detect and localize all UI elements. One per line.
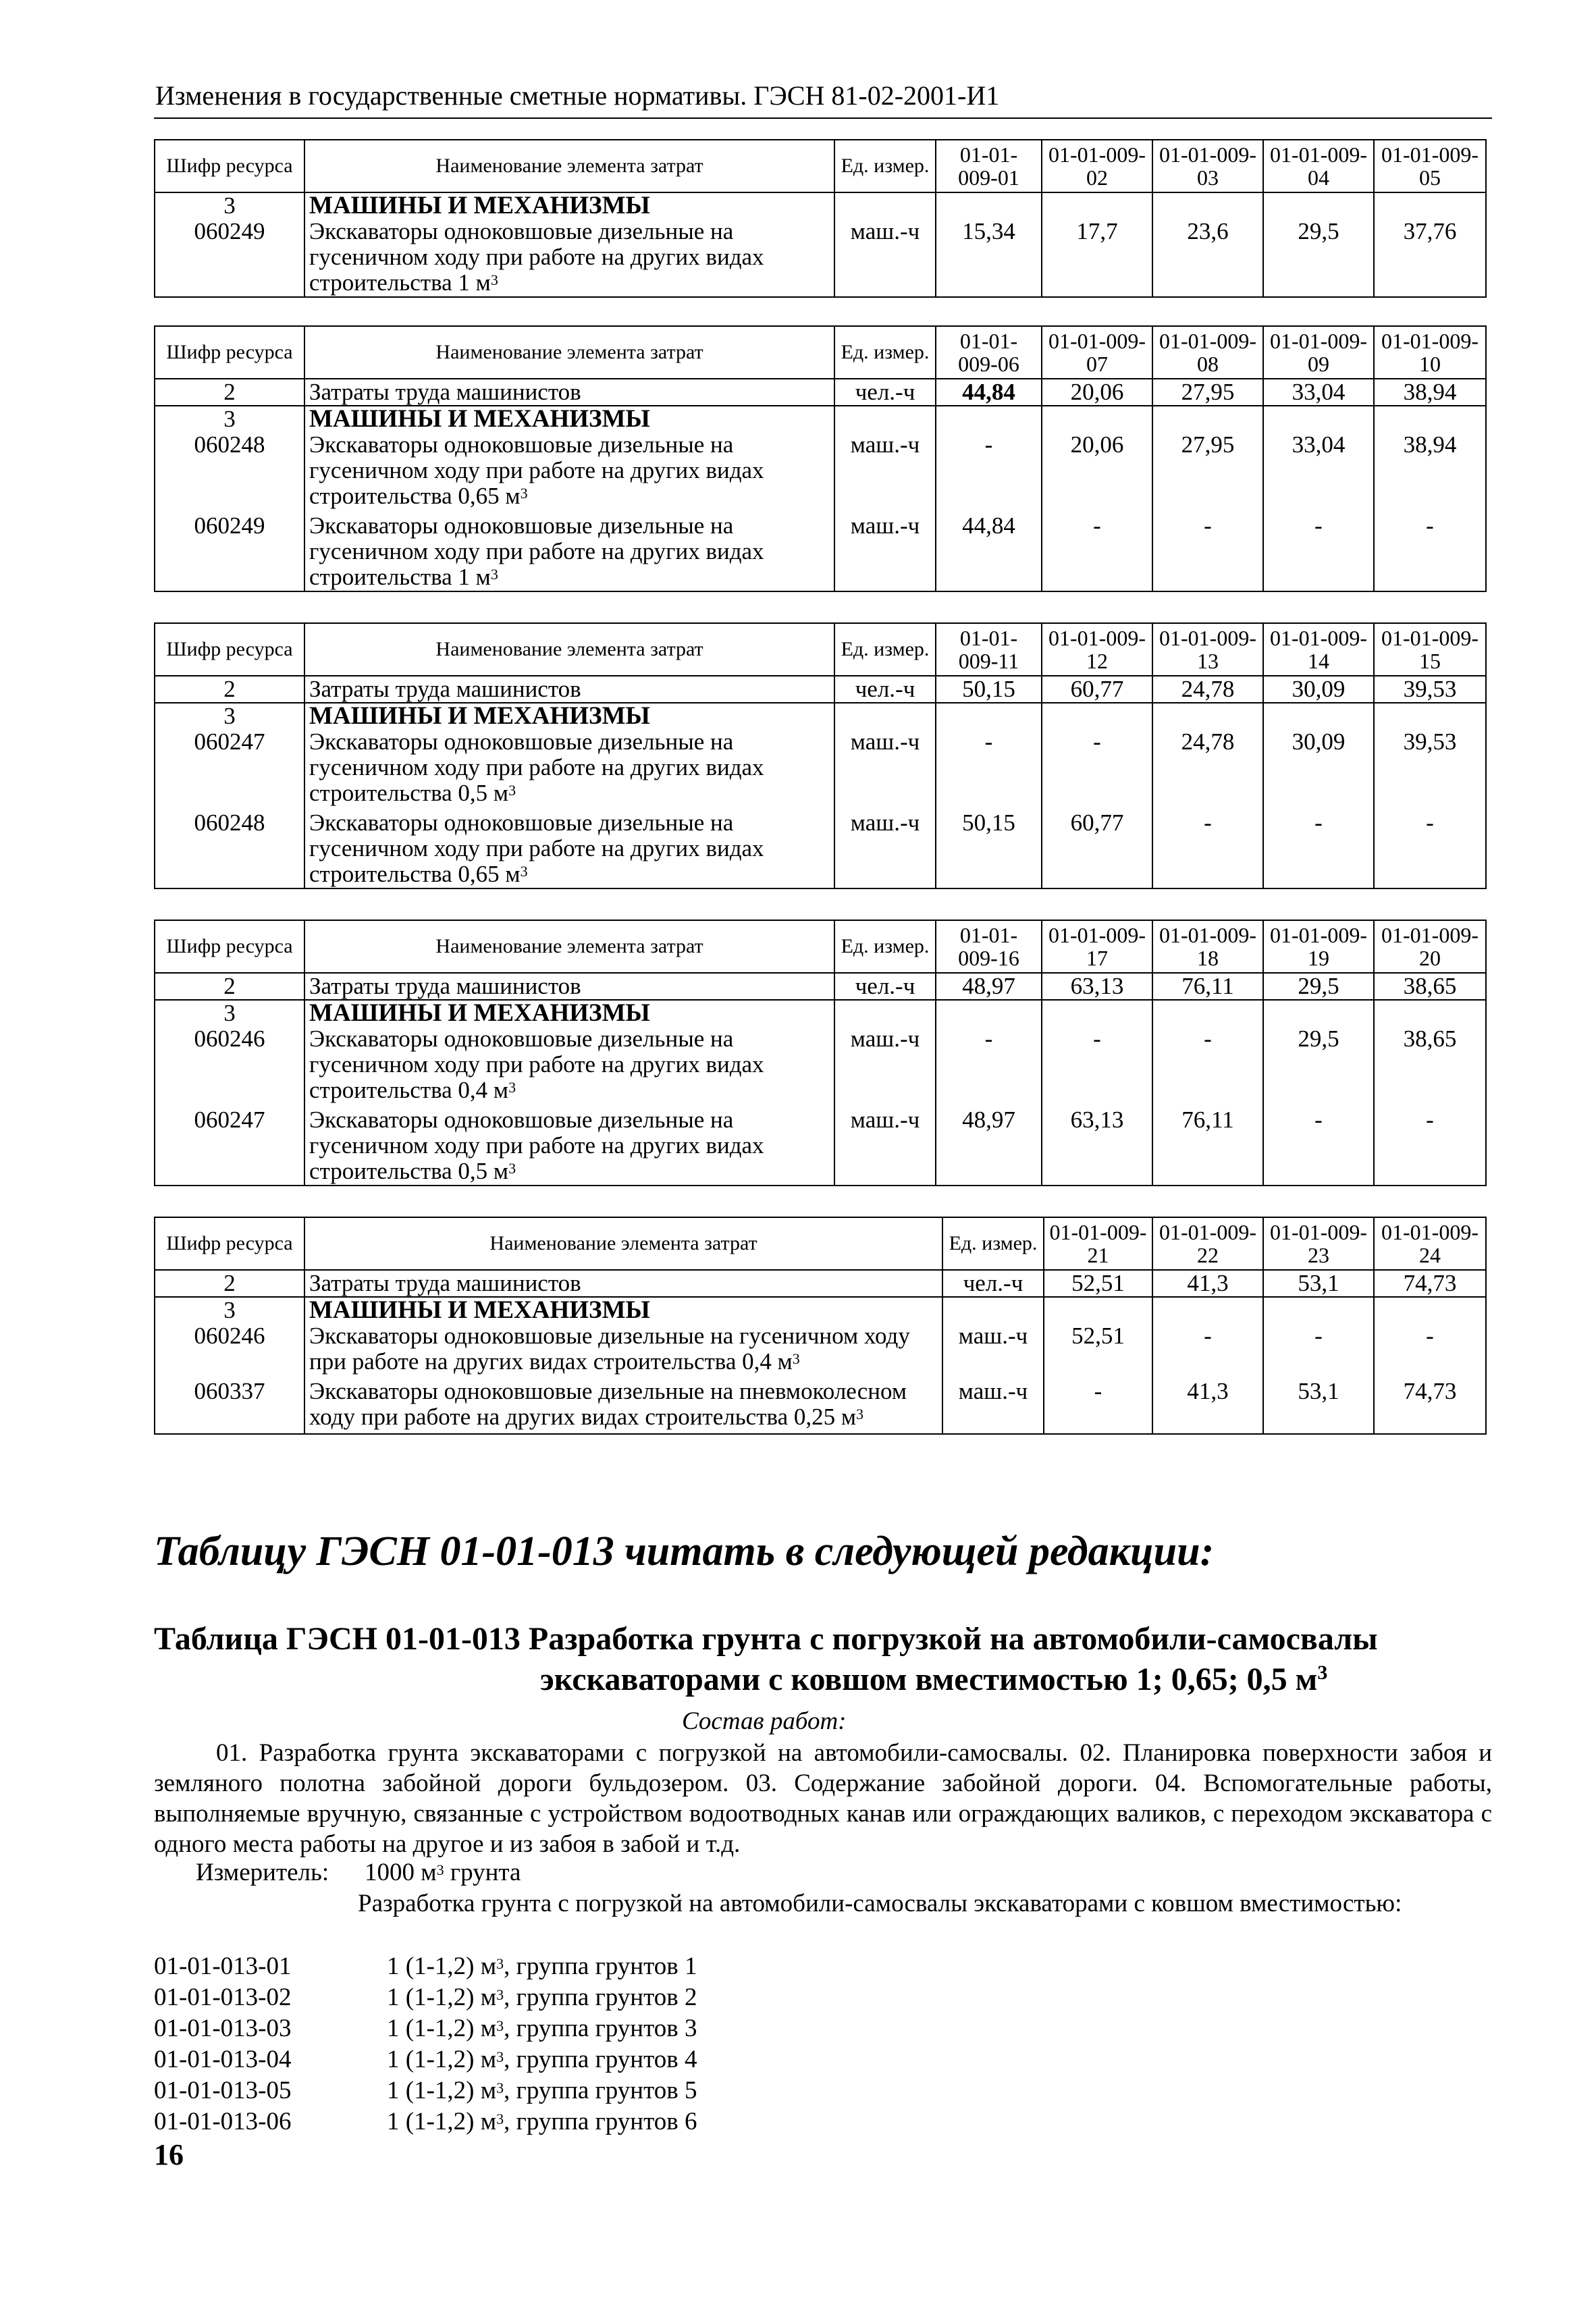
resource-code: 3 bbox=[155, 1000, 304, 1026]
resource-name: Экскаваторы одноковшовые дизельные на гусеничном ходу при работе на других видах строительства 0,5 $м^3$ bbox=[304, 729, 834, 810]
table-header-row bbox=[155, 140, 1486, 192]
section-row bbox=[155, 192, 1486, 219]
resource-name: Затраты труда машинистов bbox=[304, 676, 834, 703]
table-header-row bbox=[155, 920, 1486, 973]
measure-label: Измеритель: bbox=[196, 1859, 329, 1886]
list-item: 01-01-013-05 1 (1-1,2) $м^3$, группа грунтов 5 bbox=[154, 2077, 697, 2104]
resource-code: 2 bbox=[155, 1270, 304, 1297]
norm-code-header: 01-01-009-21 bbox=[1044, 1217, 1152, 1270]
table-row bbox=[155, 729, 1486, 810]
resource-code: 060247 bbox=[155, 729, 304, 810]
resource-name: Экскаваторы одноковшовые дизельные на гусеничном ходу при работе на других видах строительства 0,65 $м^3$ bbox=[304, 810, 834, 888]
value-cell: 29,5 bbox=[1263, 1026, 1374, 1107]
column-header: Ед. измер. bbox=[834, 140, 936, 192]
norm-code-header: 01-01-009-09 bbox=[1263, 326, 1374, 379]
table-title-line-2: экскаваторами с ковшом вместимостью 1; 0,65; 0,5 $м^3$ bbox=[540, 1661, 1328, 1697]
norm-code-header: 01-01-009-14 bbox=[1263, 623, 1374, 676]
column-header: Наименование элемента затрат bbox=[304, 920, 834, 973]
list-item: 01-01-013-03 1 (1-1,2) $м^3$, группа грунтов 3 bbox=[154, 2015, 697, 2042]
value-cell: 44,84 bbox=[936, 379, 1042, 406]
labor-row bbox=[155, 676, 1486, 703]
unit-cell: чел.-ч bbox=[834, 676, 936, 703]
resource-code: 060249 bbox=[155, 219, 304, 297]
unit-cell: маш.-ч bbox=[942, 1323, 1044, 1379]
value-cell: - bbox=[936, 1026, 1042, 1107]
value-cell: 63,13 bbox=[1042, 973, 1152, 1000]
unit-cell: маш.-ч bbox=[834, 810, 936, 888]
header-rule bbox=[154, 117, 1492, 119]
table-row bbox=[155, 219, 1486, 297]
table-header-row bbox=[155, 623, 1486, 676]
resource-name: Экскаваторы одноковшовые дизельные на гусеничном ходу при работе на других видах строительства 1 $м^3$ bbox=[304, 219, 834, 297]
unit-cell: маш.-ч bbox=[834, 432, 936, 513]
value-cell: - bbox=[1044, 1379, 1152, 1434]
resource-code: 3 bbox=[155, 406, 304, 432]
unit-cell: маш.-ч bbox=[834, 513, 936, 591]
list-item: 01-01-013-04 1 (1-1,2) $м^3$, группа грунтов 4 bbox=[154, 2046, 697, 2073]
resource-name: Экскаваторы одноковшовые дизельные на гусеничном ходу при работе на других видах строительства 0,5 $м^3$ bbox=[304, 1107, 834, 1186]
value-cell: 27,95 bbox=[1152, 432, 1263, 513]
value-cell: 30,09 bbox=[1263, 676, 1374, 703]
value-cell: 37,76 bbox=[1374, 219, 1486, 297]
resource-code: 3 bbox=[155, 192, 304, 219]
list-item: 01-01-013-01 1 (1-1,2) $м^3$, группа грунтов 1 bbox=[154, 1952, 697, 1980]
value-cell: 48,97 bbox=[936, 1107, 1042, 1186]
value-cell: - bbox=[1042, 1026, 1152, 1107]
norms-table-5 bbox=[154, 1217, 1487, 1435]
resource-code: 2 bbox=[155, 676, 304, 703]
norm-code-header: 01-01-009-20 bbox=[1374, 920, 1486, 973]
resource-name: Экскаваторы одноковшовые дизельные на гусеничном ходу при работе на других видах строительства 0,65 $м^3$ bbox=[304, 432, 834, 513]
norm-code-header: 01-01-009-18 bbox=[1152, 920, 1263, 973]
value-cell: 48,97 bbox=[936, 973, 1042, 1000]
norms-table-4 bbox=[154, 920, 1487, 1186]
table-title-line-1: Таблица ГЭСН 01-01-013 Разработка грунта с погрузкой на автомобили-самосвалы bbox=[154, 1621, 1378, 1657]
value-cell: - bbox=[1152, 1026, 1263, 1107]
value-cell: 44,84 bbox=[936, 513, 1042, 591]
norm-code-header: 01-01-009-19 bbox=[1263, 920, 1374, 973]
resource-code: 060248 bbox=[155, 432, 304, 513]
norm-code-header: 01-01-009-07 bbox=[1042, 326, 1152, 379]
value-cell: - bbox=[936, 729, 1042, 810]
resource-code: 3 bbox=[155, 1297, 304, 1323]
column-header: Ед. измер. bbox=[834, 326, 936, 379]
column-header: Ед. измер. bbox=[942, 1217, 1044, 1270]
norm-code-header: 01-01-009-22 bbox=[1152, 1217, 1263, 1270]
work-composition-label: Состав работ: bbox=[682, 1707, 847, 1735]
measure-value: 1000 $м^3$ грунта bbox=[365, 1859, 521, 1886]
value-cell: 33,04 bbox=[1263, 432, 1374, 513]
table-row bbox=[155, 513, 1486, 591]
section-row bbox=[155, 1000, 1486, 1026]
section-title: МАШИНЫ И МЕХАНИЗМЫ bbox=[304, 703, 834, 729]
column-header: Шифр ресурса bbox=[155, 140, 304, 192]
value-cell: 38,65 bbox=[1374, 1026, 1486, 1107]
table-row bbox=[155, 1323, 1486, 1379]
value-cell: - bbox=[1152, 810, 1263, 888]
value-cell: 33,04 bbox=[1263, 379, 1374, 406]
column-header: Шифр ресурса bbox=[155, 623, 304, 676]
value-cell: 52,51 bbox=[1044, 1323, 1152, 1379]
value-cell: - bbox=[1374, 513, 1486, 591]
value-cell: 76,11 bbox=[1152, 973, 1263, 1000]
running-header: Изменения в государственные сметные нормативы. ГЭСН 81-02-2001-И1 bbox=[155, 80, 1000, 111]
resource-code: 2 bbox=[155, 973, 304, 1000]
norms-table-3 bbox=[154, 622, 1487, 889]
section-row bbox=[155, 1297, 1486, 1323]
resource-name: Экскаваторы одноковшовые дизельные на гусеничном ходу при работе на других видах строительства 0,4 $м^3$ bbox=[304, 1323, 942, 1379]
resource-code: 060246 bbox=[155, 1323, 304, 1379]
norm-code-header: 01-01-009-23 bbox=[1263, 1217, 1374, 1270]
norm-code-header: 01-01-009-15 bbox=[1374, 623, 1486, 676]
norm-code-header: 01-01-009-03 bbox=[1152, 140, 1263, 192]
resource-code: 060249 bbox=[155, 513, 304, 591]
norm-code-header: 01-01-009-05 bbox=[1374, 140, 1486, 192]
resource-code: 060248 bbox=[155, 810, 304, 888]
value-cell: - bbox=[1042, 513, 1152, 591]
resource-name: Экскаваторы одноковшовые дизельные на пневмоколесном ходу при работе на других видах строительства 0,25 $м^3$ bbox=[304, 1379, 942, 1434]
section-title: МАШИНЫ И МЕХАНИЗМЫ bbox=[304, 1297, 942, 1323]
unit-cell: маш.-ч bbox=[834, 1026, 936, 1107]
labor-row bbox=[155, 1270, 1486, 1297]
value-cell: 20,06 bbox=[1042, 432, 1152, 513]
value-cell: 39,53 bbox=[1374, 729, 1486, 810]
value-cell: 38,65 bbox=[1374, 973, 1486, 1000]
value-cell: 76,11 bbox=[1152, 1107, 1263, 1186]
section-title: МАШИНЫ И МЕХАНИЗМЫ bbox=[304, 192, 834, 219]
unit-cell: маш.-ч bbox=[834, 219, 936, 297]
value-cell: - bbox=[1263, 513, 1374, 591]
section-heading: Таблицу ГЭСН 01-01-013 читать в следующей редакции: bbox=[154, 1528, 1215, 1574]
resource-code: 2 bbox=[155, 379, 304, 406]
resource-name: Затраты труда машинистов bbox=[304, 1270, 942, 1297]
table-header-row bbox=[155, 326, 1486, 379]
table-header-row bbox=[155, 1217, 1486, 1270]
value-cell: 53,1 bbox=[1263, 1379, 1374, 1434]
value-cell: 23,6 bbox=[1152, 219, 1263, 297]
value-cell: - bbox=[1263, 1323, 1374, 1379]
norm-code-header: 01-01-009-02 bbox=[1042, 140, 1152, 192]
value-cell: - bbox=[1042, 729, 1152, 810]
table-row bbox=[155, 810, 1486, 888]
unit-cell: чел.-ч bbox=[834, 973, 936, 1000]
unit-cell: чел.-ч bbox=[834, 379, 936, 406]
value-cell: 60,77 bbox=[1042, 676, 1152, 703]
resource-code: 060247 bbox=[155, 1107, 304, 1186]
value-cell: - bbox=[1263, 1107, 1374, 1186]
value-cell: 74,73 bbox=[1374, 1379, 1486, 1434]
section-title: МАШИНЫ И МЕХАНИЗМЫ bbox=[304, 406, 834, 432]
unit-cell: маш.-ч bbox=[834, 1107, 936, 1186]
value-cell: - bbox=[1152, 513, 1263, 591]
norm-code-header: 01-01-009-06 bbox=[936, 326, 1042, 379]
unit-cell: чел.-ч bbox=[942, 1270, 1044, 1297]
page-number: 16 bbox=[154, 2138, 184, 2171]
column-header: Наименование элемента затрат bbox=[304, 140, 834, 192]
norm-code-header: 01-01-009-10 bbox=[1374, 326, 1486, 379]
norm-code-header: 01-01-009-04 bbox=[1263, 140, 1374, 192]
table-row bbox=[155, 1026, 1486, 1107]
norm-code-header: 01-01-009-13 bbox=[1152, 623, 1263, 676]
unit-cell: маш.-ч bbox=[942, 1379, 1044, 1434]
section-row bbox=[155, 703, 1486, 729]
value-cell: 50,15 bbox=[936, 676, 1042, 703]
value-cell: - bbox=[1374, 810, 1486, 888]
column-header: Шифр ресурса bbox=[155, 1217, 304, 1270]
norms-table-1 bbox=[154, 139, 1487, 298]
column-header: Шифр ресурса bbox=[155, 326, 304, 379]
norm-code-header: 01-01-009-24 bbox=[1374, 1217, 1486, 1270]
resource-name: Затраты труда машинистов bbox=[304, 379, 834, 406]
norm-code-header: 01-01-009-08 bbox=[1152, 326, 1263, 379]
value-cell: 38,94 bbox=[1374, 379, 1486, 406]
value-cell: 52,51 bbox=[1044, 1270, 1152, 1297]
value-cell: 24,78 bbox=[1152, 676, 1263, 703]
table-row bbox=[155, 1107, 1486, 1186]
list-item: 01-01-013-02 1 (1-1,2) $м^3$, группа грунтов 2 bbox=[154, 1984, 697, 2011]
value-cell: - bbox=[1374, 1107, 1486, 1186]
column-header: Наименование элемента затрат bbox=[304, 326, 834, 379]
column-header: Ед. измер. bbox=[834, 623, 936, 676]
resource-code: 060337 bbox=[155, 1379, 304, 1434]
norm-code-header: 01-01-009-17 bbox=[1042, 920, 1152, 973]
resource-code: 060246 bbox=[155, 1026, 304, 1107]
norms-table-2 bbox=[154, 325, 1487, 592]
column-header: Наименование элемента затрат bbox=[304, 623, 834, 676]
value-cell: 30,09 bbox=[1263, 729, 1374, 810]
resource-name: Экскаваторы одноковшовые дизельные на гусеничном ходу при работе на других видах строительства 0,4 $м^3$ bbox=[304, 1026, 834, 1107]
table-row bbox=[155, 1379, 1486, 1434]
table-row bbox=[155, 432, 1486, 513]
column-header: Ед. измер. bbox=[834, 920, 936, 973]
value-cell: 17,7 bbox=[1042, 219, 1152, 297]
norm-code-header: 01-01-009-12 bbox=[1042, 623, 1152, 676]
value-cell: 50,15 bbox=[936, 810, 1042, 888]
labor-row bbox=[155, 379, 1486, 406]
value-cell: 20,06 bbox=[1042, 379, 1152, 406]
norm-code-header: 01-01-009-11 bbox=[936, 623, 1042, 676]
value-cell: - bbox=[1152, 1323, 1263, 1379]
norm-group-description: Разработка грунта с погрузкой на автомобили-самосвалы экскаваторами с ковшом вместимостью: bbox=[358, 1890, 1402, 1917]
list-item: 01-01-013-06 1 (1-1,2) $м^3$, группа грунтов 6 bbox=[154, 2108, 697, 2135]
value-cell: 39,53 bbox=[1374, 676, 1486, 703]
section-row bbox=[155, 406, 1486, 432]
value-cell: 27,95 bbox=[1152, 379, 1263, 406]
value-cell: 38,94 bbox=[1374, 432, 1486, 513]
column-header: Наименование элемента затрат bbox=[304, 1217, 942, 1270]
value-cell: 29,5 bbox=[1263, 973, 1374, 1000]
resource-name: Затраты труда машинистов bbox=[304, 973, 834, 1000]
value-cell: 15,34 bbox=[936, 219, 1042, 297]
section-title: МАШИНЫ И МЕХАНИЗМЫ bbox=[304, 1000, 834, 1026]
value-cell: - bbox=[1374, 1323, 1486, 1379]
value-cell: 53,1 bbox=[1263, 1270, 1374, 1297]
work-composition-text: 01. Разработка грунта экскаваторами с погрузкой на автомобили-самосвалы. 02. Планировка поверхности забоя и земляного полотна забойной дороги бульдозером. 03. Содержание забойной дороги. 04. Вспомогательные работы, выполняемые вручную, связанные с устройством водоотводных канав или ограждающих валиков, с переходом экскаватора с одного места работы на другое и из забоя в забой и т.д. bbox=[154, 1739, 1492, 1858]
resource-name: Экскаваторы одноковшовые дизельные на гусеничном ходу при работе на других видах строительства 1 $м^3$ bbox=[304, 513, 834, 591]
column-header: Шифр ресурса bbox=[155, 920, 304, 973]
value-cell: 60,77 bbox=[1042, 810, 1152, 888]
resource-code: 3 bbox=[155, 703, 304, 729]
norm-code-list bbox=[154, 1951, 697, 2137]
norm-code-header: 01-01-009-16 bbox=[936, 920, 1042, 973]
value-cell: 41,3 bbox=[1152, 1270, 1263, 1297]
value-cell: 74,73 bbox=[1374, 1270, 1486, 1297]
value-cell: 63,13 bbox=[1042, 1107, 1152, 1186]
value-cell: - bbox=[936, 432, 1042, 513]
value-cell: 29,5 bbox=[1263, 219, 1374, 297]
value-cell: 24,78 bbox=[1152, 729, 1263, 810]
value-cell: 41,3 bbox=[1152, 1379, 1263, 1434]
labor-row bbox=[155, 973, 1486, 1000]
unit-cell: маш.-ч bbox=[834, 729, 936, 810]
value-cell: - bbox=[1263, 810, 1374, 888]
norm-code-header: 01-01-009-01 bbox=[936, 140, 1042, 192]
